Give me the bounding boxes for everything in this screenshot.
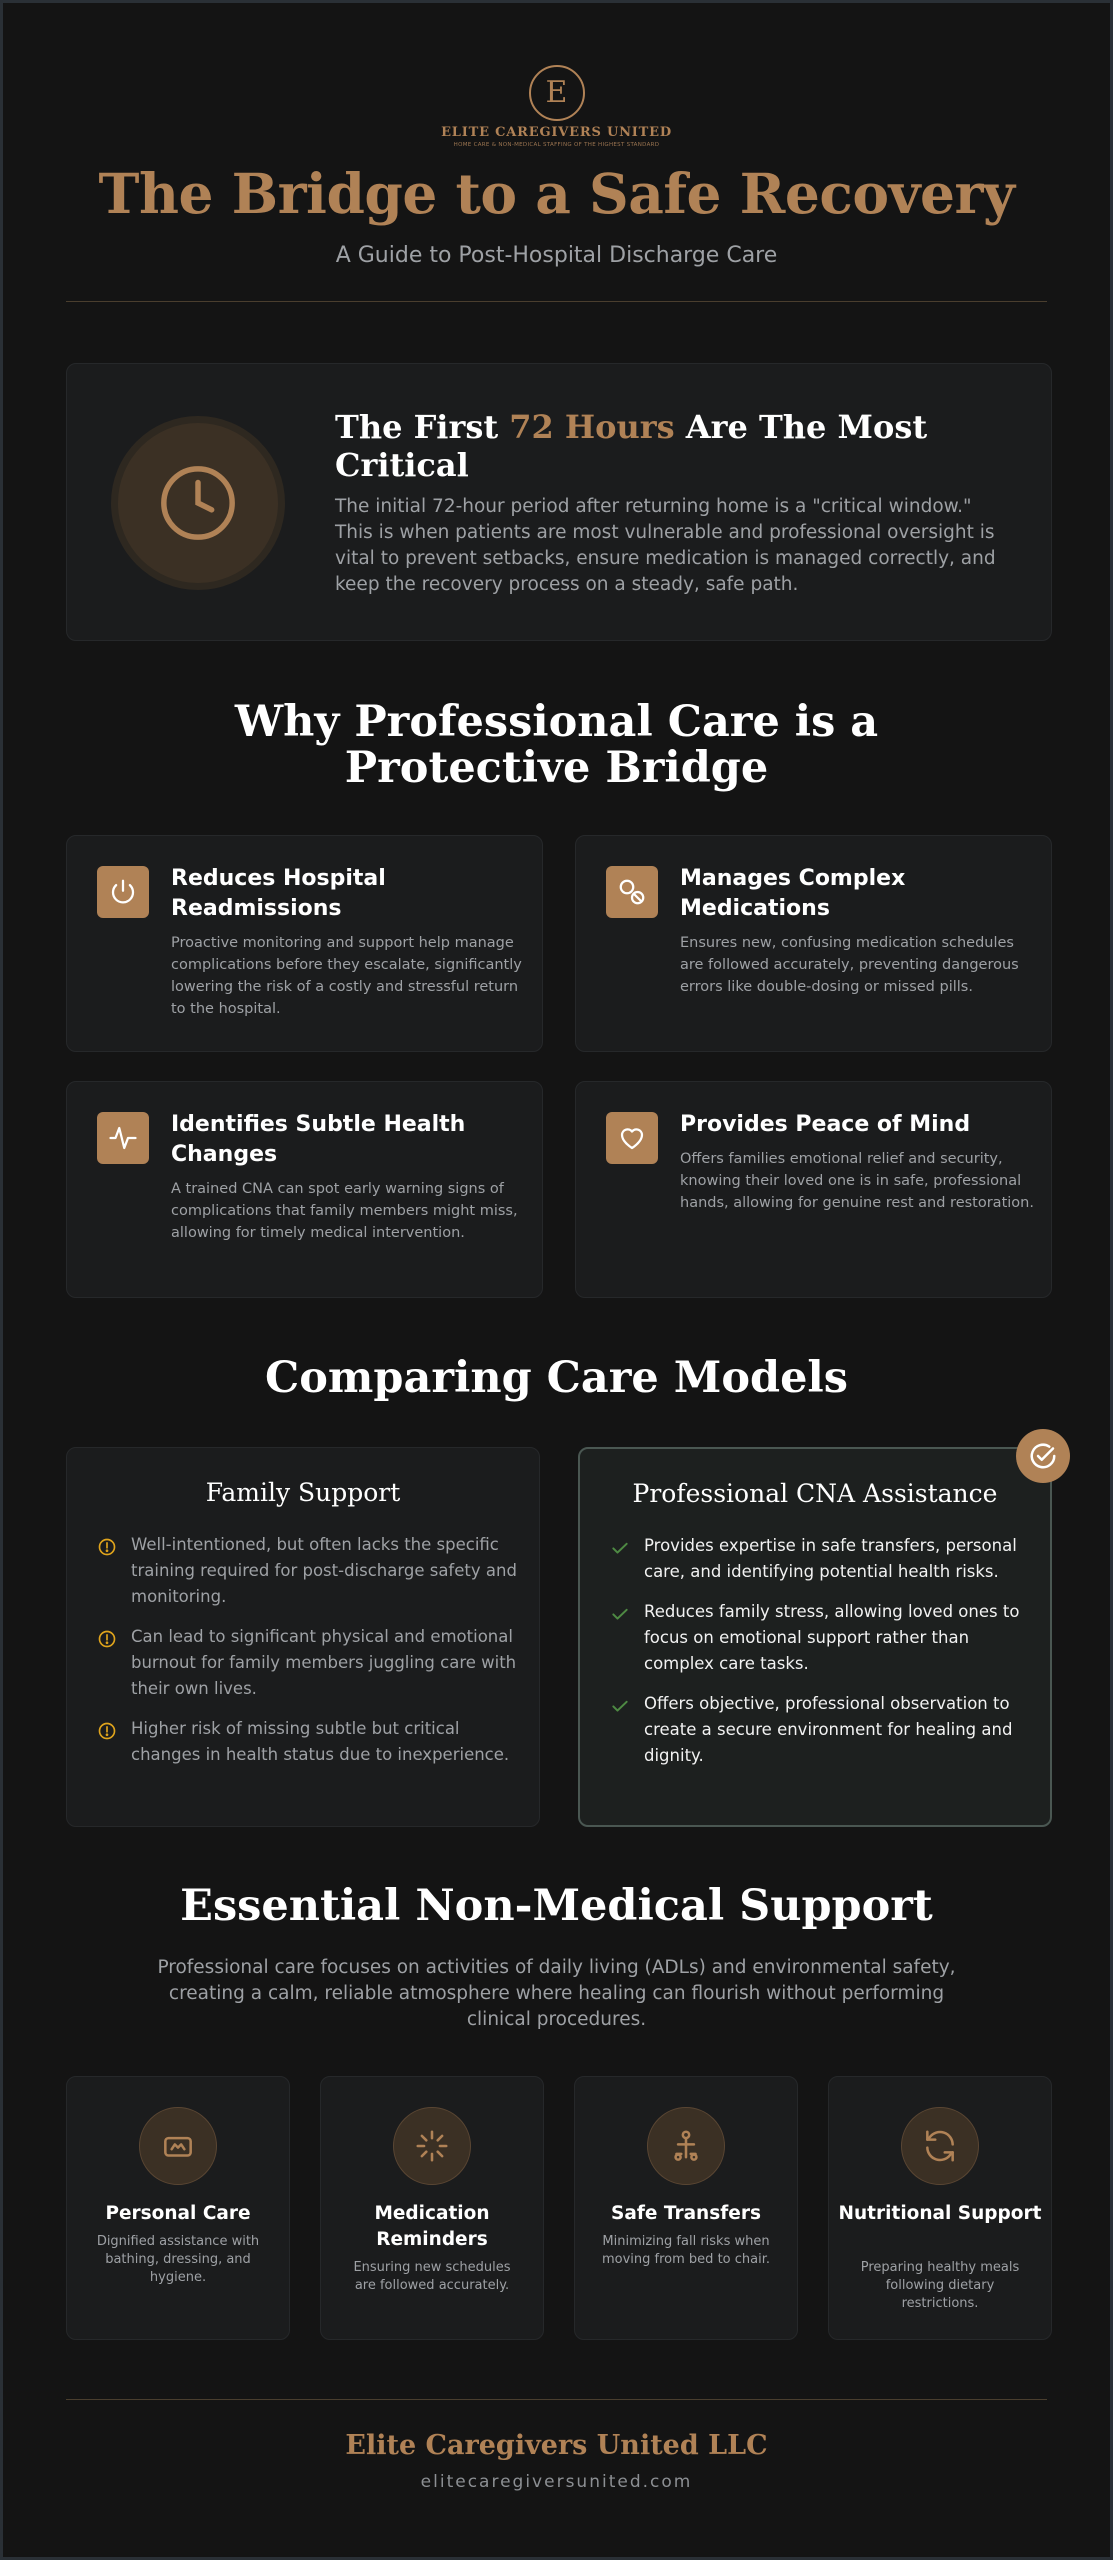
- warning-icon: [97, 1721, 117, 1741]
- benefit-body: Ensures new, confusing medication schedules are followed accurately, preventing dangerous errors like double-dosing or missed pills.: [680, 935, 1019, 995]
- benefit-card: [66, 1081, 543, 1298]
- critical-window-body: The initial 72-hour period after returning home is a "critical window." This is when patients are most vulnerable and professional oversight is vital to prevent setbacks, ensure medication is managed correctly, and keep the recovery process on a steady, safe path.: [335, 496, 996, 595]
- support-card-title: Personal Care: [105, 2203, 251, 2224]
- family-support-item: Can lead to significant physical and emotional burnout for family members juggling care with their own lives.: [97, 1624, 519, 1702]
- support-card: [320, 2076, 544, 2340]
- support-card: [574, 2076, 798, 2340]
- support-card-body: Minimizing fall risks when moving from bed to chair.: [602, 2234, 770, 2267]
- power-icon-badge: [97, 866, 149, 918]
- heart-icon-badge: [606, 1112, 658, 1164]
- recommended-badge: [1016, 1429, 1070, 1483]
- cna-assistance-item: Provides expertise in safe transfers, personal care, and identifying potential health risks.: [610, 1533, 1030, 1585]
- mobility-icon: [667, 2127, 705, 2165]
- family-support-card: [66, 1447, 540, 1827]
- family-support-title: Family Support: [205, 1478, 401, 1507]
- support-intro: Professional care focuses on activities of daily living (ADLs) and environmental safety, creating a calm, reliable atmosphere where healing can flourish without performing clinical procedures.: [157, 1957, 956, 2030]
- benefit-title: Identifies Subtle Health Changes: [171, 1112, 466, 1167]
- logo-emblem: [529, 65, 585, 121]
- page-title: The Bridge to a Safe Recovery: [98, 161, 1015, 226]
- benefit-title: Provides Peace of Mind: [680, 1112, 971, 1137]
- why-section-title: Why Professional Care is a Protective Bridge: [234, 697, 879, 793]
- footer-company-name: Elite Caregivers United LLC: [345, 2430, 768, 2461]
- footer-website-link[interactable]: elitecaregiversunited.com: [420, 2472, 693, 2492]
- warning-icon: [97, 1629, 117, 1649]
- warning-icon: [97, 1537, 117, 1557]
- brand-name: ELITE CAREGIVERS UNITED: [441, 125, 672, 140]
- page-subtitle: A Guide to Post-Hospital Discharge Care: [335, 243, 778, 268]
- hand-icon: [159, 2127, 197, 2165]
- benefit-card: [575, 835, 1052, 1052]
- critical-window-title: The First 72 Hours Are The Most Critical: [335, 408, 928, 484]
- support-card-body: Dignified assistance with bathing, dressing, and hygiene.: [96, 2234, 260, 2285]
- cna-assistance-card: [578, 1447, 1052, 1827]
- family-support-item: Higher risk of missing subtle but critical changes in health status due to inexperience.: [97, 1716, 519, 1768]
- benefit-title: Reduces Hospital Readmissions: [171, 866, 386, 921]
- header-divider: [66, 301, 1047, 302]
- sparkle-icon-badge: [393, 2107, 471, 2185]
- logo-letter: E: [545, 75, 568, 110]
- support-card: [828, 2076, 1052, 2340]
- brand-logo: [3, 65, 1110, 148]
- support-section-title: Essential Non-Medical Support: [180, 1881, 933, 1931]
- support-card-body: Ensuring new schedules are followed accurately.: [353, 2260, 511, 2293]
- family-support-item: Well-intentioned, but often lacks the specific training required for post-discharge safety and monitoring.: [97, 1532, 519, 1610]
- pulse-icon: [108, 1123, 138, 1153]
- refresh-icon: [921, 2127, 959, 2165]
- footer-divider: [66, 2399, 1047, 2400]
- support-card-title: Medication Reminders: [374, 2203, 490, 2250]
- benefit-card: [575, 1081, 1052, 1298]
- power-icon: [108, 877, 138, 907]
- sparkle-icon: [413, 2127, 451, 2165]
- check-circle-icon: [1028, 1441, 1058, 1471]
- clock-badge: [111, 416, 285, 590]
- heart-icon: [617, 1123, 647, 1153]
- benefit-body: A trained CNA can spot early warning signs of complications that family members might miss, allowing for timely medical intervention.: [171, 1181, 518, 1241]
- critical-window-card: [66, 363, 1052, 641]
- cna-assistance-title: Professional CNA Assistance: [632, 1479, 998, 1508]
- check-icon: [610, 1538, 630, 1558]
- cna-assistance-item: Offers objective, professional observation to create a secure environment for healing and dignity.: [610, 1691, 1030, 1769]
- hand-icon-badge: [139, 2107, 217, 2185]
- clock-icon: [157, 462, 239, 544]
- support-card-title: Safe Transfers: [611, 2203, 761, 2224]
- benefit-body: Proactive monitoring and support help manage complications before they escalate, significantly lowering the risk of a costly and stressful return to the hospital.: [171, 935, 522, 1017]
- brand-tagline: HOME CARE & NON-MEDICAL STAFFING OF THE HIGHEST STANDARD: [453, 142, 660, 148]
- support-card-title: Nutritional Support: [838, 2203, 1042, 2224]
- benefit-title: Manages Complex Medications: [680, 866, 906, 921]
- check-icon: [610, 1696, 630, 1716]
- check-icon: [610, 1604, 630, 1624]
- support-card: [66, 2076, 290, 2340]
- pills-icon: [617, 877, 647, 907]
- support-card-body: Preparing healthy meals following dietary restrictions.: [860, 2260, 1020, 2311]
- pills-icon-badge: [606, 866, 658, 918]
- cna-assistance-item: Reduces family stress, allowing loved ones to focus on emotional support rather than complex care tasks.: [610, 1599, 1030, 1677]
- hours-highlight: 72 Hours: [509, 408, 675, 446]
- compare-section-title: Comparing Care Models: [265, 1353, 848, 1403]
- benefit-card: [66, 835, 543, 1052]
- pulse-icon-badge: [97, 1112, 149, 1164]
- refresh-icon-badge: [901, 2107, 979, 2185]
- benefit-body: Offers families emotional relief and security, knowing their loved one is in safe, professional hands, allowing for genuine rest and restoration.: [680, 1151, 1034, 1211]
- mobility-icon-badge: [647, 2107, 725, 2185]
